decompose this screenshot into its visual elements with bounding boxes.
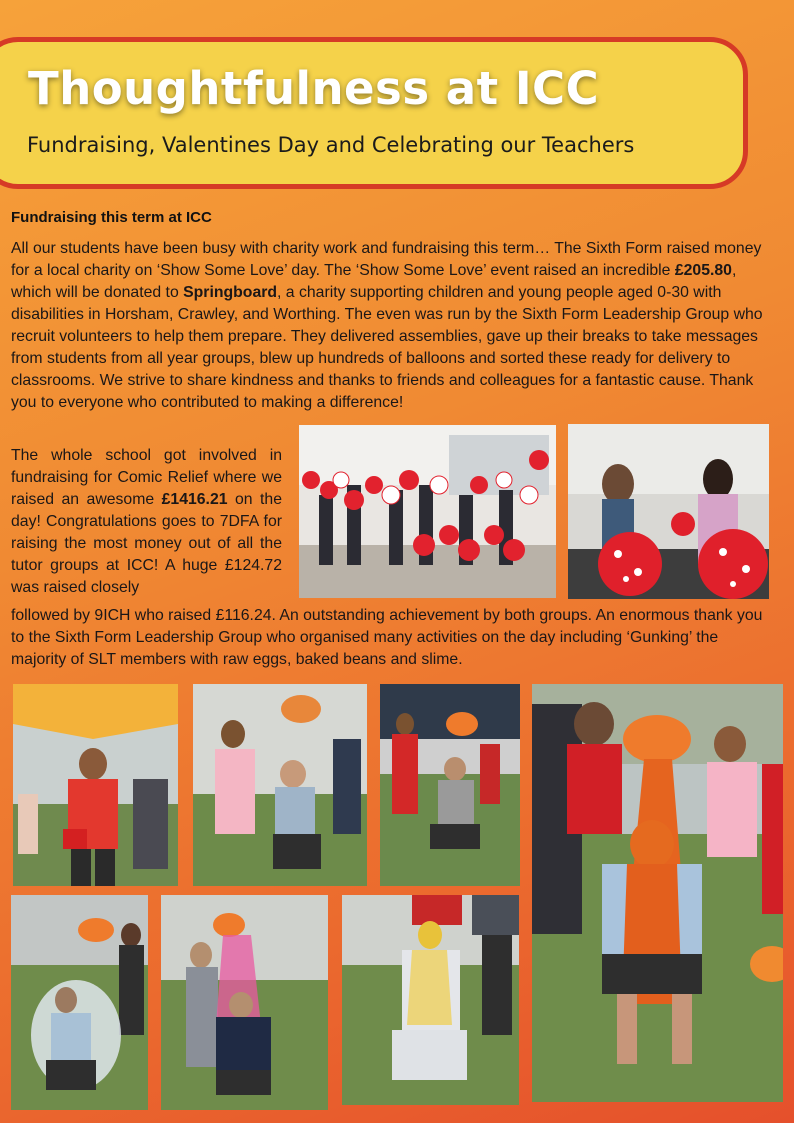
gunking-photo-3 [380,684,520,886]
gunking-photo-beans [532,684,783,1102]
comic-relief-paragraph: The whole school got involved in fundraising for Comic Relief where we raised an awesome £1416.21 on the day! Congratulations goes to 7DFA for raising the most money out of all the tutor groups at ICC! A huge £124.72 was raised closely [11,447,282,596]
gunking-photo-egg [342,895,519,1105]
page-title: Thoughtfulness at ICC [28,62,600,115]
section-heading: Fundraising this term at ICC [11,209,212,226]
gunking-photo-2 [193,684,367,886]
show-some-love-paragraph: All our students have been busy with charity work and fundraising this term… The Sixth Form raised money for a local charity on ‘Show Some Love’ day. The ‘Show Some Love’ event raised an incredible £205.80, which will be donated to Springboard, a charity supporting children and young people aged 0-30 with disabilities in Horsham, Crawley, and Worthing. The even was run by the Sixth Form Leadership Group who recruit volunteers to help them prepare. They delivered assemblies, gave up their breaks to take messages from students from all year groups, blew up hundreds of balloons and sorted these ready for delivery to classrooms. We strive to share kindness and thanks to friends and colleagues for a fantastic cause. Thank you to everyone who contributed to making a difference! [11,240,763,411]
page-subtitle: Fundraising, Valentines Day and Celebrating our Teachers [27,133,635,157]
gunking-photo-water [11,895,148,1110]
balloons-closeup-photo [568,424,769,599]
gunking-photo-slime [161,895,328,1110]
gunking-photo-1 [13,684,178,886]
balloons-group-photo [299,425,556,598]
gunking-paragraph: followed by 9ICH who raised £116.24. An outstanding achievement by both groups. An enormous thank you to the Sixth Form Leadership Group who organised many activities on the day including ‘Gunking’ the majority of SLT members with raw eggs, baked beans and slime. [11,607,763,668]
